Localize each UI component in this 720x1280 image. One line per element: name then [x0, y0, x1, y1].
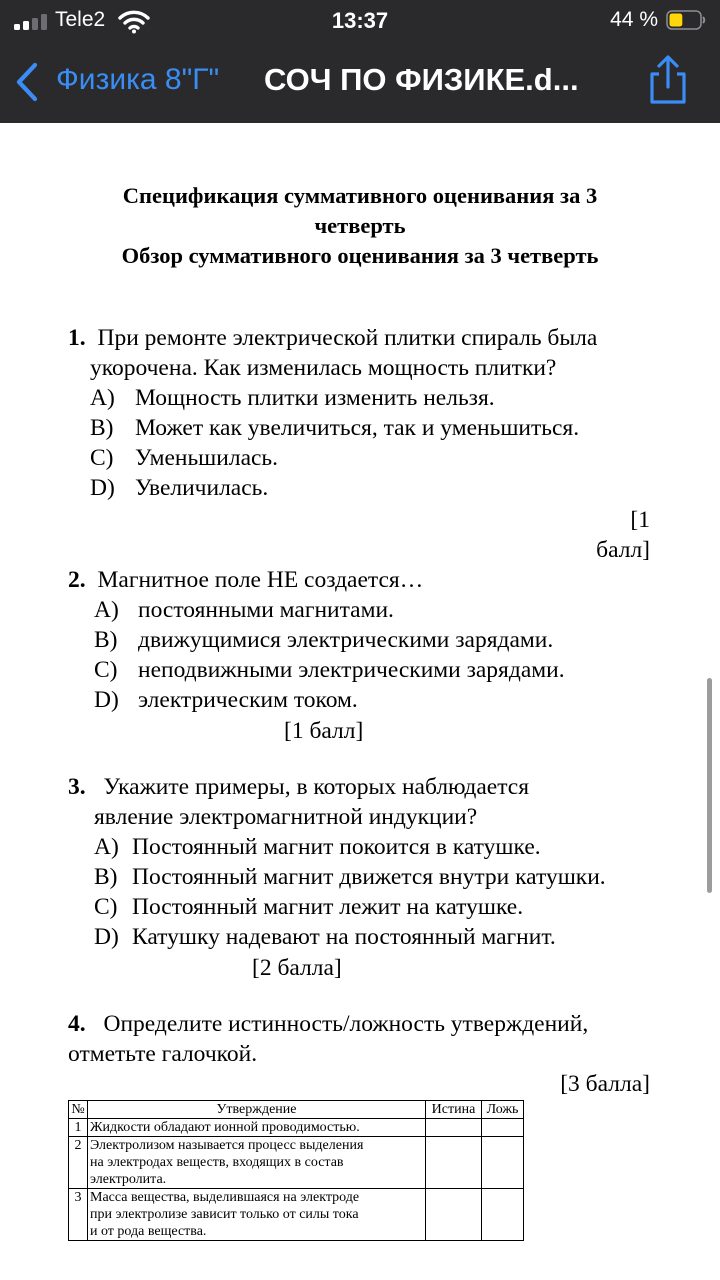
table-row	[69, 1137, 524, 1189]
specification-title: Спецификация суммативного оценивания за 3 четверть Обзор суммативного оценивания за 3 четверть	[121, 183, 599, 268]
column-header-number: №	[69, 1101, 88, 1119]
table-row	[69, 1119, 524, 1137]
question-text: Магнитное поле НЕ создается…	[97, 567, 424, 593]
back-button[interactable]: Физика 8"Г"	[56, 63, 220, 96]
table-header-row	[69, 1101, 524, 1119]
answer-option: B) Может как увеличиться, так и уменьшиться.	[90, 415, 580, 441]
false-checkbox-cell[interactable]	[482, 1137, 524, 1189]
false-checkbox-cell[interactable]	[482, 1119, 524, 1137]
statement-cell: Электролизом называется процесс выделения на электродах веществ, входящих в состав электролита.	[88, 1137, 426, 1189]
row-number: 1	[69, 1119, 88, 1137]
question-text: укорочена. Как изменилась мощность плитки?	[90, 355, 557, 381]
share-icon[interactable]	[646, 54, 690, 106]
score-label: [1 балл]	[284, 718, 364, 744]
question-number: 3.	[68, 774, 86, 800]
back-chevron-icon[interactable]	[14, 62, 40, 102]
status-bar	[0, 0, 720, 44]
statements-table	[68, 1100, 524, 1241]
score-label: балл]	[596, 537, 650, 563]
answer-option: B) Постоянный магнит движется внутри катушки.	[94, 864, 606, 890]
statement-cell: Масса вещества, выделившаяся на электроде при электролизе зависит только от силы тока и от рода вещества.	[88, 1189, 426, 1241]
question-text: При ремонте электрической плитки спираль была	[97, 325, 598, 351]
column-header-statement: Утверждение	[88, 1101, 426, 1119]
true-checkbox-cell[interactable]	[426, 1119, 482, 1137]
table-row	[69, 1189, 524, 1241]
answer-option: C) Постоянный магнит лежит на катушке.	[94, 894, 524, 920]
question-text: отметьте галочкой.	[68, 1041, 258, 1067]
row-number: 3	[69, 1189, 88, 1241]
answer-option: D) Увеличилась.	[90, 475, 269, 501]
true-checkbox-cell[interactable]	[426, 1189, 482, 1241]
carrier-name: Tele2	[55, 8, 106, 31]
statement-cell: Жидкости обладают ионной проводимостью.	[88, 1119, 426, 1137]
score-label: [3 балла]	[560, 1071, 650, 1097]
status-time: 13:37	[331, 8, 389, 33]
column-header-true: Истина	[426, 1101, 482, 1119]
answer-option: C) Уменьшилась.	[90, 445, 279, 471]
score-label: [2 балла]	[252, 955, 342, 981]
battery-level-fill	[670, 14, 683, 27]
score-label: [1	[630, 507, 650, 533]
question-text: Укажите примеры, в которых наблюдается	[103, 774, 530, 800]
false-checkbox-cell[interactable]	[482, 1189, 524, 1241]
column-header-false: Ложь	[482, 1101, 524, 1119]
scrollbar[interactable]	[707, 678, 712, 893]
answer-option: D) Катушку надевают на постоянный магнит.	[94, 924, 556, 950]
question-text: Определите истинность/ложность утверждений,	[103, 1011, 589, 1037]
answer-option: D) электрическим током.	[94, 687, 358, 713]
answer-option: A) Постоянный магнит покоится в катушке.	[94, 834, 541, 860]
top-chrome	[0, 0, 720, 123]
question-number: 1.	[68, 325, 86, 351]
question-text: явление электромагнитной индукции?	[94, 804, 478, 830]
row-number: 2	[69, 1137, 88, 1189]
true-checkbox-cell[interactable]	[426, 1137, 482, 1189]
document-viewer[interactable]	[0, 123, 720, 1280]
navigation-bar	[0, 44, 720, 123]
answer-option: C) неподвижными электрическими зарядами.	[94, 657, 565, 683]
answer-option: A) постоянными магнитами.	[94, 597, 394, 623]
battery-icon	[666, 10, 706, 30]
question-number: 4.	[68, 1011, 86, 1037]
question-number: 2.	[68, 567, 86, 593]
answer-option: A) Мощность плитки изменить нельзя.	[90, 385, 495, 411]
document-title: СОЧ ПО ФИЗИКЕ.d...	[264, 62, 579, 97]
answer-option: B) движущимися электрическими зарядами.	[94, 627, 554, 653]
battery-percent: 44 %	[610, 8, 658, 31]
